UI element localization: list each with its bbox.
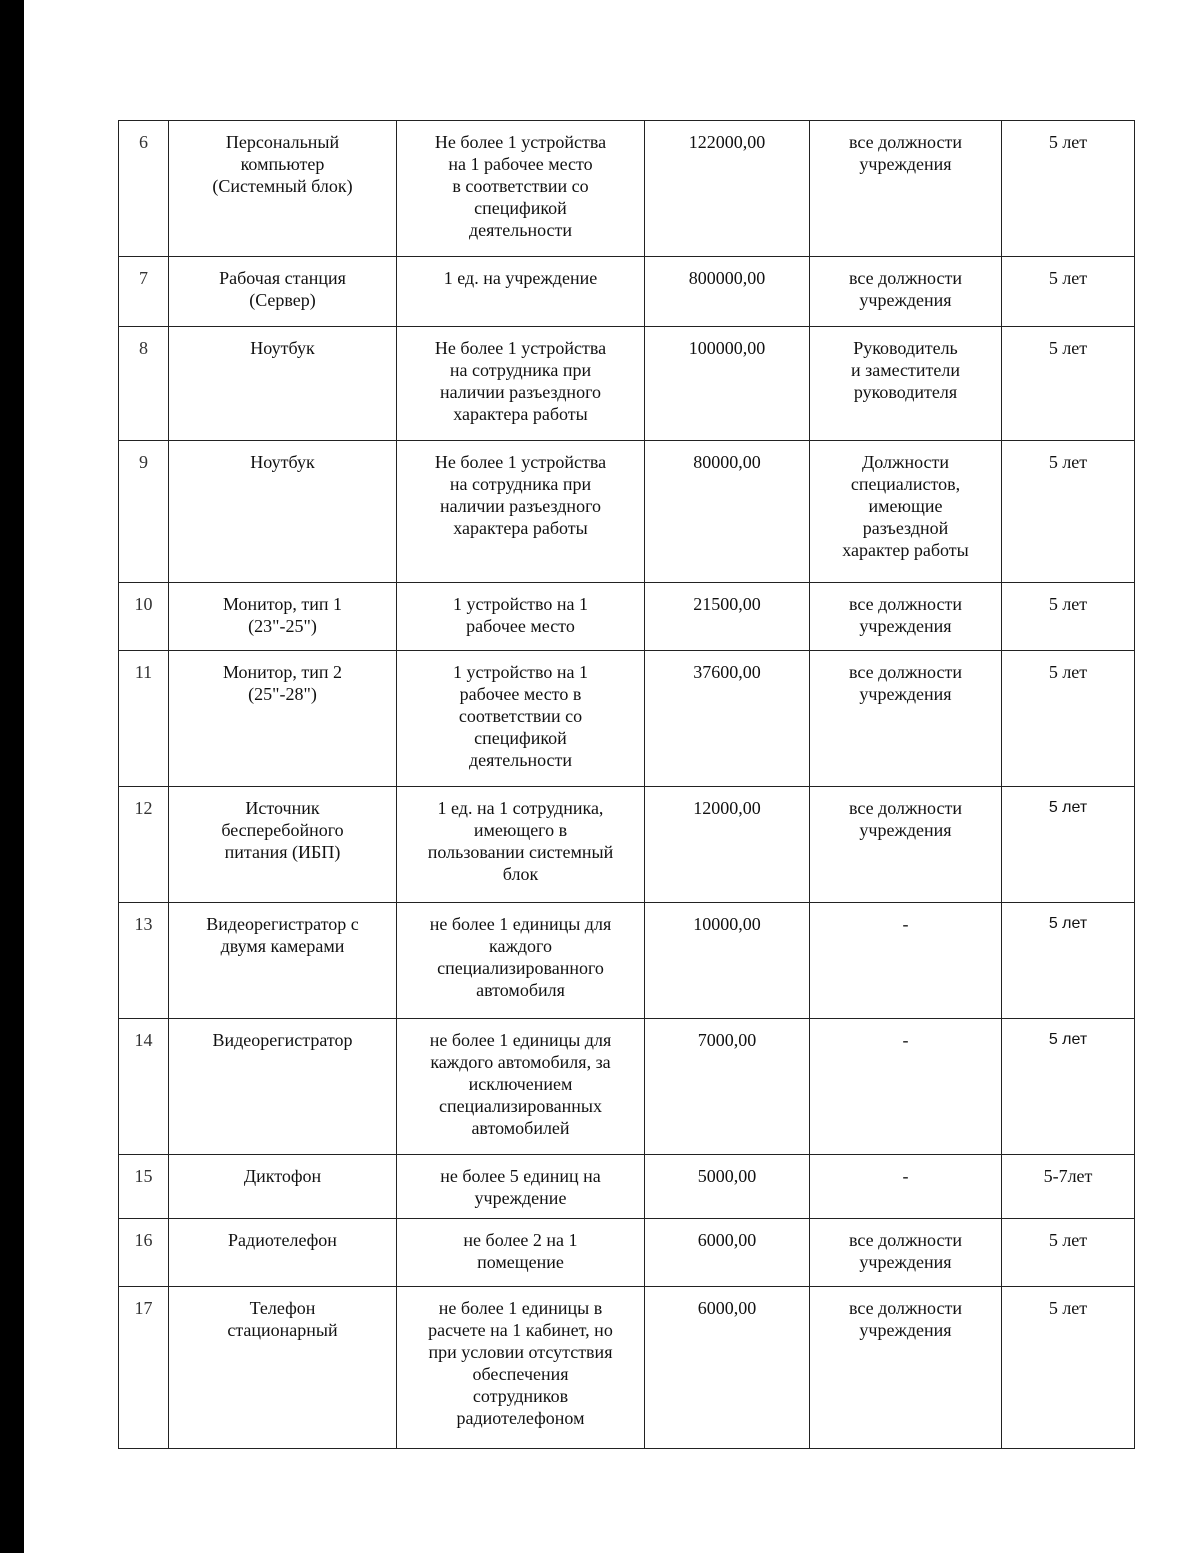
table-row [119, 257, 1135, 327]
quantity-norm: не более 5 единиц на учреждение [397, 1155, 645, 1219]
price-limit: 37600,00 [645, 651, 810, 787]
equipment-name: Ноутбук [169, 441, 397, 583]
table-row [119, 787, 1135, 903]
equipment-name: Монитор, тип 2 (25"-28") [169, 651, 397, 787]
service-term: 5 лет [1002, 651, 1135, 787]
table-row [119, 1155, 1135, 1219]
service-term: 5 лет [1002, 327, 1135, 441]
price-limit: 6000,00 [645, 1287, 810, 1449]
service-term: 5 лет [1002, 787, 1135, 903]
row-number: 14 [119, 1019, 169, 1155]
price-limit: 122000,00 [645, 121, 810, 257]
service-term: 5 лет [1002, 1219, 1135, 1287]
row-number: 13 [119, 903, 169, 1019]
quantity-norm: Не более 1 устройства на сотрудника при наличии разъездного характера работы [397, 441, 645, 583]
quantity-norm: не более 1 единицы в расчете на 1 кабинет, но при условии отсутствия обеспечения сотрудников радиотелефоном [397, 1287, 645, 1449]
positions: - [810, 1019, 1002, 1155]
quantity-norm: не более 1 единицы для каждого специализированного автомобиля [397, 903, 645, 1019]
service-term: 5 лет [1002, 441, 1135, 583]
service-term: 5 лет [1002, 1019, 1135, 1155]
table-row [119, 441, 1135, 583]
service-term: 5 лет [1002, 1287, 1135, 1449]
equipment-name: Видеорегистратор с двумя камерами [169, 903, 397, 1019]
price-limit: 80000,00 [645, 441, 810, 583]
positions: Руководитель и заместители руководителя [810, 327, 1002, 441]
positions: - [810, 903, 1002, 1019]
positions: все должности учреждения [810, 651, 1002, 787]
price-limit: 12000,00 [645, 787, 810, 903]
quantity-norm: Не более 1 устройства на 1 рабочее место в соответствии со спецификой деятельности [397, 121, 645, 257]
positions: все должности учреждения [810, 583, 1002, 651]
row-number: 17 [119, 1287, 169, 1449]
equipment-name: Источник бесперебойного питания (ИБП) [169, 787, 397, 903]
price-limit: 800000,00 [645, 257, 810, 327]
price-limit: 7000,00 [645, 1019, 810, 1155]
row-number: 8 [119, 327, 169, 441]
row-number: 12 [119, 787, 169, 903]
row-number: 16 [119, 1219, 169, 1287]
scan-edge-bar [0, 0, 24, 1553]
price-limit: 10000,00 [645, 903, 810, 1019]
table-row [119, 903, 1135, 1019]
service-term: 5-7лет [1002, 1155, 1135, 1219]
price-limit: 5000,00 [645, 1155, 810, 1219]
positions: все должности учреждения [810, 121, 1002, 257]
quantity-norm: 1 ед. на учреждение [397, 257, 645, 327]
row-number: 10 [119, 583, 169, 651]
equipment-name: Радиотелефон [169, 1219, 397, 1287]
positions: все должности учреждения [810, 1287, 1002, 1449]
equipment-name: Монитор, тип 1 (23"-25") [169, 583, 397, 651]
table-row [119, 327, 1135, 441]
table-row [119, 583, 1135, 651]
table-row [119, 1287, 1135, 1449]
equipment-name: Телефон стационарный [169, 1287, 397, 1449]
positions: - [810, 1155, 1002, 1219]
table-row [119, 651, 1135, 787]
quantity-norm: не более 2 на 1 помещение [397, 1219, 645, 1287]
row-number: 11 [119, 651, 169, 787]
table-row [119, 1219, 1135, 1287]
quantity-norm: Не более 1 устройства на сотрудника при наличии разъездного характера работы [397, 327, 645, 441]
service-term: 5 лет [1002, 903, 1135, 1019]
price-limit: 6000,00 [645, 1219, 810, 1287]
positions: все должности учреждения [810, 787, 1002, 903]
price-limit: 21500,00 [645, 583, 810, 651]
equipment-name: Видеорегистратор [169, 1019, 397, 1155]
service-term: 5 лет [1002, 583, 1135, 651]
equipment-name: Ноутбук [169, 327, 397, 441]
equipment-name: Диктофон [169, 1155, 397, 1219]
quantity-norm: 1 устройство на 1 рабочее место в соответствии со спецификой деятельности [397, 651, 645, 787]
equipment-name: Персональный компьютер (Системный блок) [169, 121, 397, 257]
table-row [119, 1019, 1135, 1155]
service-term: 5 лет [1002, 257, 1135, 327]
equipment-name: Рабочая станция (Сервер) [169, 257, 397, 327]
service-term: 5 лет [1002, 121, 1135, 257]
quantity-norm: 1 устройство на 1 рабочее место [397, 583, 645, 651]
row-number: 6 [119, 121, 169, 257]
positions: Должности специалистов, имеющие разъездной характер работы [810, 441, 1002, 583]
row-number: 9 [119, 441, 169, 583]
price-limit: 100000,00 [645, 327, 810, 441]
row-number: 15 [119, 1155, 169, 1219]
quantity-norm: не более 1 единицы для каждого автомобиля, за исключением специализированных автомобилей [397, 1019, 645, 1155]
equipment-norms-table [118, 120, 1135, 1449]
row-number: 7 [119, 257, 169, 327]
positions: все должности учреждения [810, 1219, 1002, 1287]
positions: все должности учреждения [810, 257, 1002, 327]
table-row [119, 121, 1135, 257]
quantity-norm: 1 ед. на 1 сотрудника, имеющего в пользовании системный блок [397, 787, 645, 903]
